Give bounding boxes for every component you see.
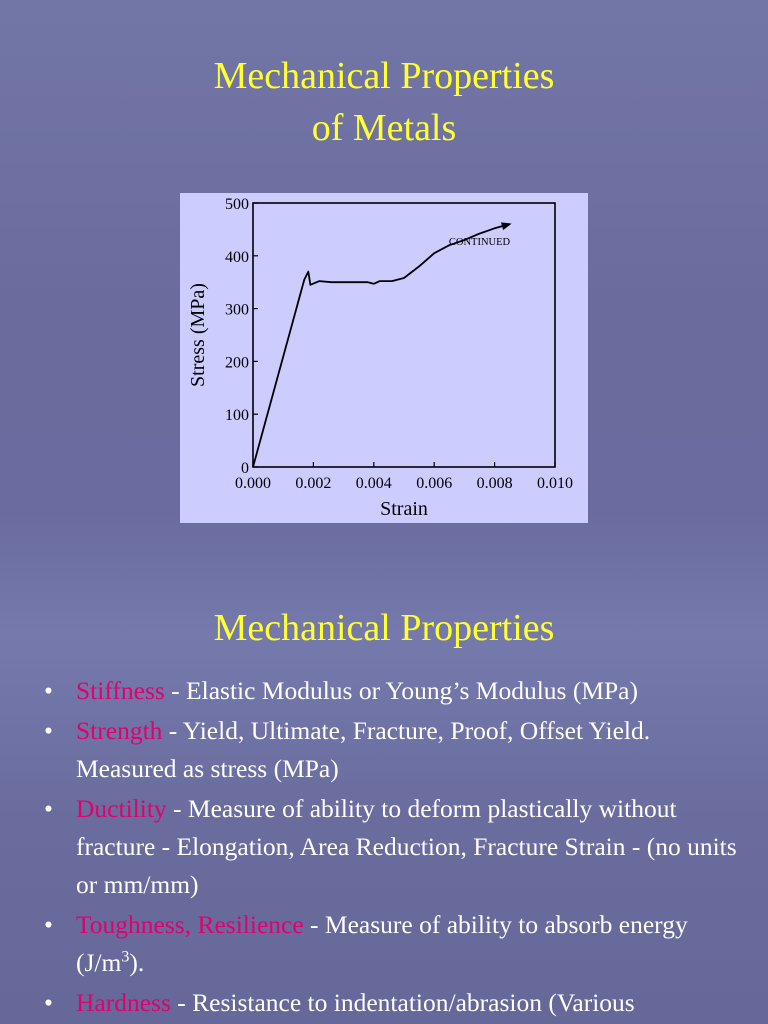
desc-hardness: - Resistance to indentation/abrasion (Various	[170, 988, 635, 1017]
desc-stiffness: - Elastic Modulus or Young’s Modulus (MPa)	[164, 676, 638, 705]
x-tick-label: 0.004	[355, 475, 392, 492]
slide-title-2: Mechanical Properties	[213, 607, 555, 649]
x-tick-label: 0.008	[476, 475, 513, 492]
desc-toughness-tail: ).	[129, 948, 145, 977]
x-tick-label: 0.010	[537, 475, 573, 492]
bullet-dot-icon: •	[44, 988, 53, 1017]
y-tick-label: 100	[225, 407, 249, 425]
bullet-hardness	[44, 984, 754, 1022]
term-stiffness: Stiffness	[76, 676, 165, 705]
slide-title-line-2: of Metals	[311, 107, 457, 149]
desc-strength: - Yield, Ultimate, Fracture, Proof, Offset Yield. Measured as stress (MPa)	[76, 716, 651, 783]
x-tick-label: 0.000	[235, 475, 271, 492]
bullet-dot-icon: •	[44, 910, 53, 939]
x-tick-label: 0.002	[295, 475, 332, 492]
stress-strain-chart-svg	[180, 193, 588, 523]
bullet-ductility	[44, 790, 754, 904]
x-axis-label: Strain	[380, 498, 428, 520]
y-tick-label: 400	[225, 248, 249, 266]
bullet-strength	[44, 712, 754, 788]
bullet-stiffness	[44, 672, 754, 710]
term-strength: Strength	[76, 716, 163, 745]
bullet-toughness	[44, 906, 754, 982]
y-tick-label: 200	[225, 354, 249, 372]
term-hardness: Hardness	[76, 988, 171, 1017]
slide-title-1	[0, 50, 768, 154]
y-tick-label: 500	[225, 196, 249, 213]
bullet-dot-icon: •	[44, 716, 53, 745]
continued-annotation: CONTINUED	[448, 237, 511, 249]
bullet-dot-icon: •	[44, 794, 53, 823]
y-tick-label: 300	[225, 301, 249, 319]
superscript-3: 3	[121, 948, 130, 966]
term-toughness: Toughness, Resilience	[76, 910, 304, 939]
y-axis-label: Stress (MPa)	[187, 283, 209, 387]
bullet-dot-icon: •	[44, 676, 53, 705]
stress-strain-chart	[180, 193, 588, 523]
slide-title-line-1: Mechanical Properties	[213, 55, 555, 97]
property-list	[44, 672, 754, 1024]
x-tick-label: 0.006	[416, 475, 453, 492]
stress-strain-curve	[253, 224, 510, 467]
desc-toughness: - Measure of ability to absorb energy (J/m	[76, 910, 688, 977]
term-ductility: Ductility	[76, 794, 167, 823]
y-tick-label: 0	[241, 460, 249, 477]
desc-ductility: - Measure of ability to deform plastically without fracture - Elongation, Area Reduction, Fracture Strain - (no units or mm/mm)	[76, 794, 737, 899]
